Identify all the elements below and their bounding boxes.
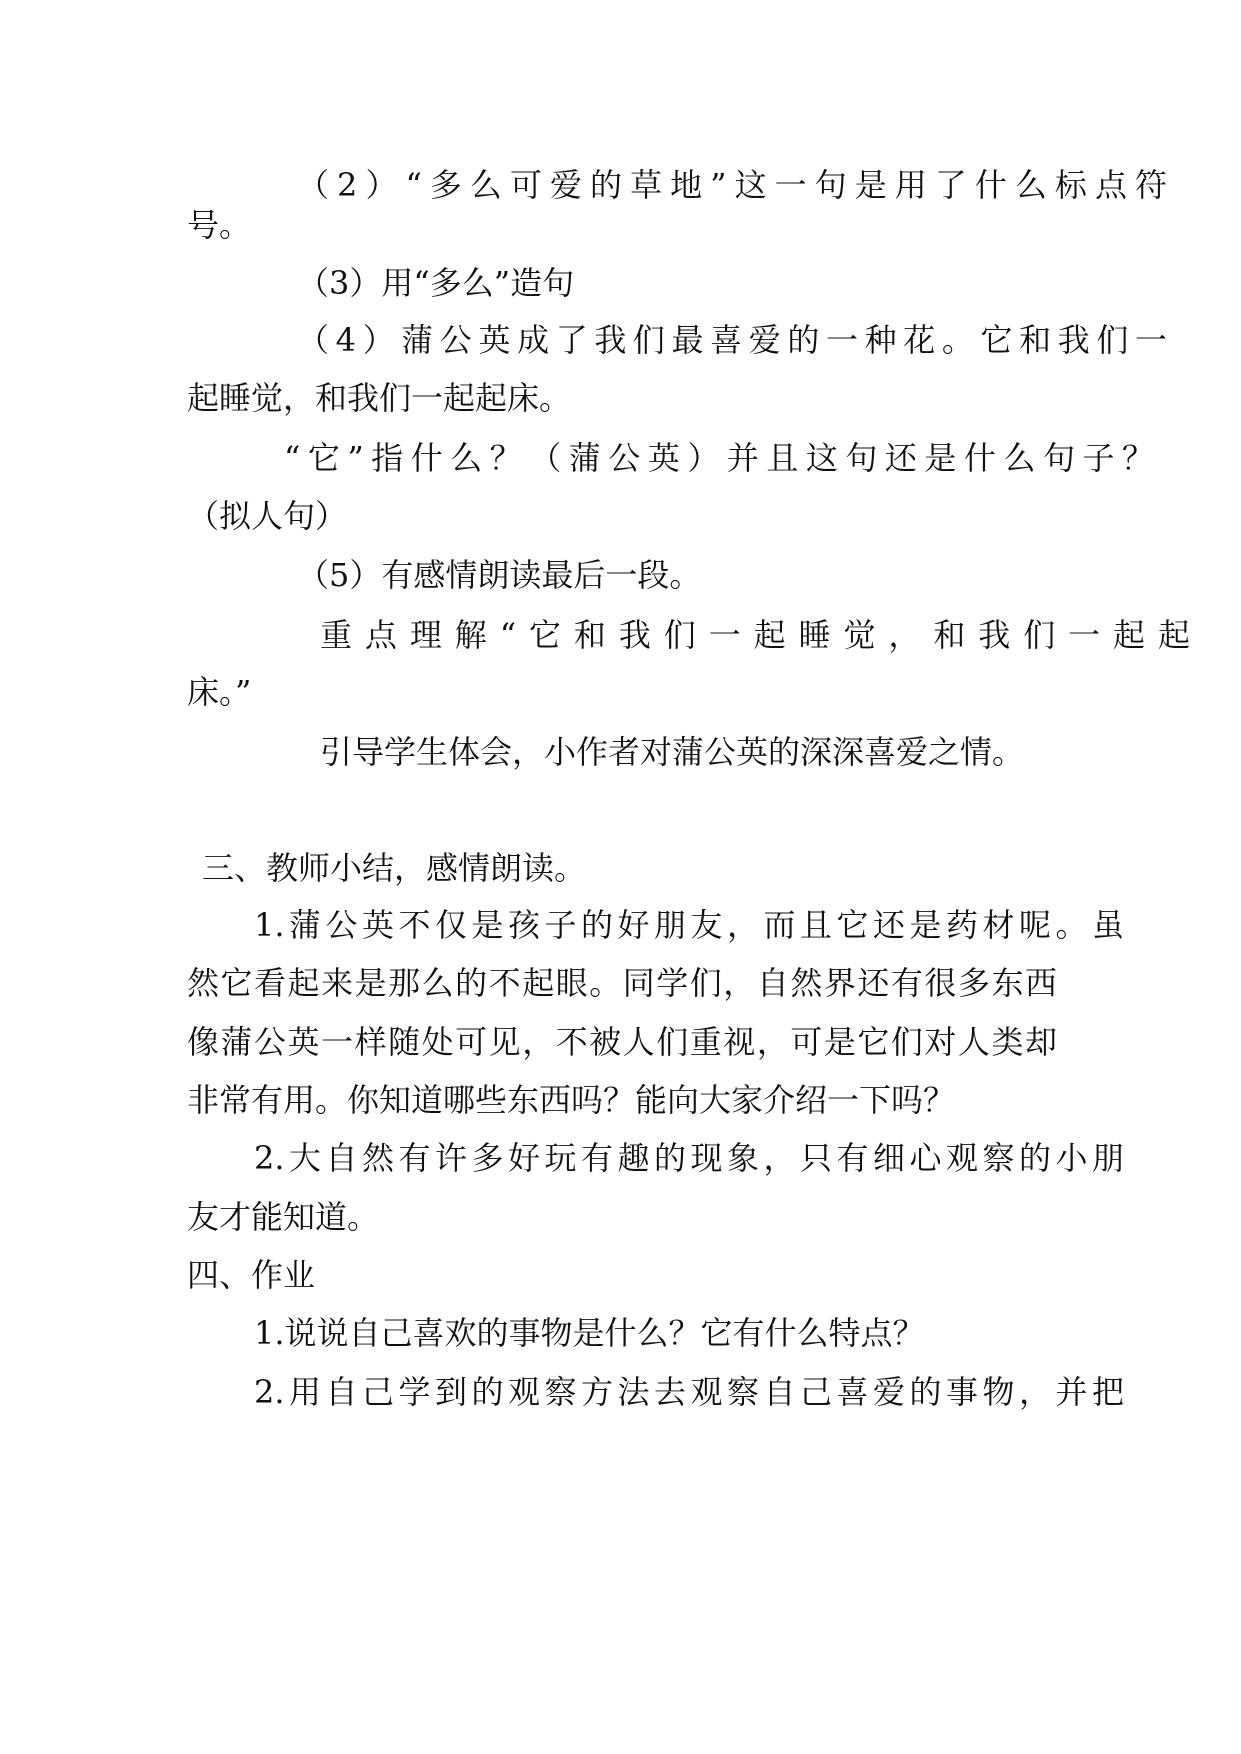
text-line: 1.说说自己喜欢的事物是什么？它有什么特点？ bbox=[254, 1314, 925, 1352]
section-heading: 四、作业 bbox=[187, 1256, 316, 1294]
text-line: 2.大自然有许多好玩有趣的现象，只有细心观察的小朋 bbox=[254, 1139, 1124, 1177]
text-line: 重点理解“它和我们一起睡觉，和我们一起起 bbox=[320, 616, 1190, 654]
text-line: 床。” bbox=[187, 673, 252, 711]
text-line: 像蒲公英一样随处可见，不被人们重视，可是它们对人类却 bbox=[187, 1023, 1057, 1061]
text-line: 引导学生体会，小作者对蒲公英的深深喜爱之情。 bbox=[320, 733, 1025, 771]
text-line: 起睡觉，和我们一起起床。 bbox=[187, 379, 572, 417]
text-line: “它”指什么？（蒲公英）并且这句还是什么句子？ bbox=[284, 439, 1154, 477]
text-line: （3）用“多么”造句 bbox=[297, 264, 575, 302]
text-line: （2）“多么可爱的草地”这一句是用了什么标点符 bbox=[297, 166, 1167, 204]
text-line: 号。 bbox=[187, 206, 252, 244]
text-line: 2.用自己学到的观察方法去观察自己喜爱的事物，并把 bbox=[254, 1373, 1124, 1411]
text-line: （5）有感情朗读最后一段。 bbox=[297, 556, 702, 594]
text-line: （4）蒲公英成了我们最喜爱的一种花。它和我们一 bbox=[297, 321, 1167, 359]
text-line: （拟人句） bbox=[187, 497, 348, 535]
text-line: 1.蒲公英不仅是孩子的好朋友，而且它还是药材呢。虽 bbox=[254, 906, 1124, 944]
text-line: 友才能知道。 bbox=[187, 1198, 380, 1236]
text-line: 然它看起来是那么的不起眼。同学们，自然界还有很多东西 bbox=[187, 964, 1057, 1002]
text-line: 非常有用。你知道哪些东西吗？能向大家介绍一下吗？ bbox=[187, 1081, 956, 1119]
section-heading: 三、教师小结，感情朗读。 bbox=[202, 849, 587, 887]
